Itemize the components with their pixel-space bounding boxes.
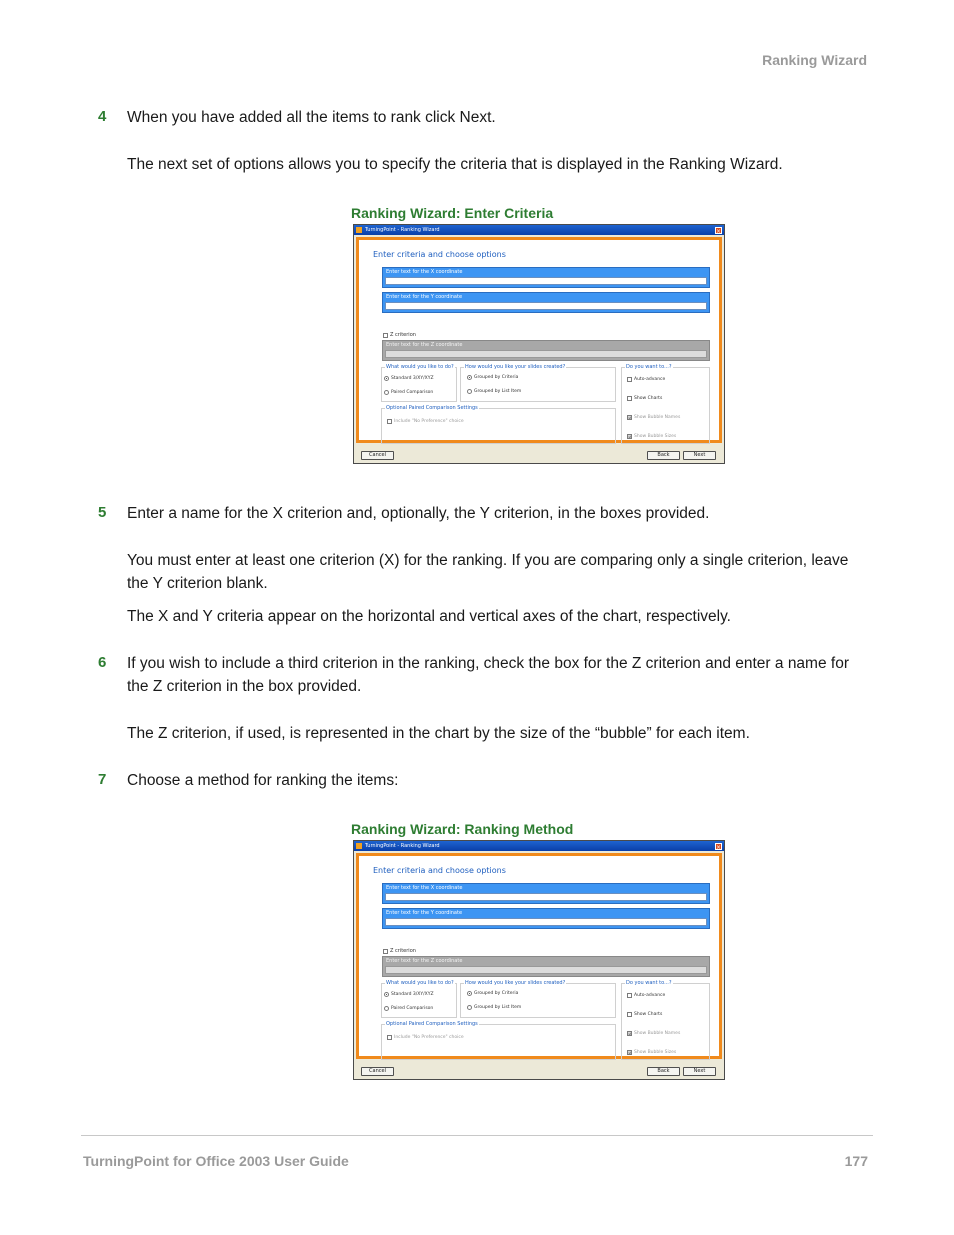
wizard-titlebar [354,225,724,235]
grouped-criteria-label: Grouped by Criteria [474,991,519,996]
no-preference-option[interactable] [387,419,464,424]
z-criterion-check-label: Z criterion [390,948,416,954]
options-group [621,364,710,444]
step-number: 7 [98,771,107,788]
cancel-button[interactable]: Cancel [361,1067,394,1076]
auto-advance-checkbox[interactable] [627,993,632,998]
z-criterion-block [382,956,710,977]
standard-option[interactable] [384,376,434,381]
what-to-do-group [381,364,457,402]
wizard-titlebar [354,841,724,851]
step-text: Enter a name for the X criterion and, optionally, the Y criterion, in the boxes provided. [127,505,710,522]
wizard-heading: Enter criteria and choose options [373,250,506,259]
show-charts-label: Show Charts [634,396,663,401]
next-button[interactable]: Next [683,1067,716,1076]
grouped-list-label: Grouped by List Item [474,1005,522,1010]
bubble-names-checkbox[interactable] [627,415,632,420]
z-criterion-block [382,340,710,361]
step-text: The next set of options allows you to specify the criteria that is displayed in the Ranking Wizard. [127,156,783,173]
paired-label: Paired Comparison [391,1006,434,1011]
x-criterion-block [382,267,710,288]
bubble-sizes-label: Show Bubble Sizes [634,1050,677,1055]
z-criterion-check-label: Z criterion [390,332,416,338]
page-number: 177 [844,1153,868,1169]
step-number: 4 [98,108,107,125]
z-criterion-label: Enter text for the Z coordinate [386,342,463,348]
y-criterion-block [382,908,710,929]
y-criterion-input[interactable] [385,302,707,310]
grouped-list-radio[interactable] [467,389,472,394]
standard-label: Standard 3/XY/XYZ [391,992,434,997]
app-icon [356,843,362,849]
grouped-criteria-radio[interactable] [467,375,472,380]
grouped-criteria-option[interactable] [467,991,518,996]
z-criterion-input[interactable] [385,966,707,974]
wizard-content-frame [356,853,722,1059]
y-criterion-input[interactable] [385,918,707,926]
standard-radio[interactable] [384,376,389,381]
grouped-criteria-option[interactable] [467,375,518,380]
what-to-do-title: What would you like to do? [386,980,454,986]
no-preference-label: Include "No Preference" choice [394,1035,464,1040]
x-criterion-input[interactable] [385,277,707,285]
auto-advance-label: Auto-advance [634,377,666,382]
paired-radio[interactable] [384,1006,389,1011]
z-criterion-checkbox[interactable] [383,333,388,338]
show-charts-option[interactable] [627,396,662,401]
options-title: Do you want to...? [626,980,672,986]
no-preference-checkbox[interactable] [387,1035,392,1040]
step-number: 5 [98,504,107,521]
bubble-sizes-label: Show Bubble Sizes [634,434,677,439]
options-group [621,980,710,1060]
x-criterion-label: Enter text for the X coordinate [386,885,463,891]
grouped-list-label: Grouped by List Item [474,389,522,394]
back-button[interactable]: Back [647,1067,680,1076]
grouped-criteria-label: Grouped by Criteria [474,375,519,380]
cancel-button[interactable]: Cancel [361,451,394,460]
bubble-sizes-option[interactable] [627,1050,676,1055]
paired-settings-title: Optional Paired Comparison Settings [386,405,478,411]
y-criterion-label: Enter text for the Y coordinate [386,910,463,916]
paired-settings-group [381,405,616,444]
step-text: Choose a method for ranking the items: [127,772,399,789]
z-criterion-input[interactable] [385,350,707,358]
show-charts-checkbox[interactable] [627,396,632,401]
no-preference-option[interactable] [387,1035,464,1040]
auto-advance-option[interactable] [627,993,665,998]
bubble-sizes-checkbox[interactable] [627,434,632,439]
options-title: Do you want to...? [626,364,672,370]
show-charts-checkbox[interactable] [627,1012,632,1017]
wizard-content-frame [356,237,722,443]
wizard-heading: Enter criteria and choose options [373,866,506,875]
wizard-title: TurningPoint - Ranking Wizard [365,843,440,849]
z-criterion-label: Enter text for the Z coordinate [386,958,463,964]
step-text: The X and Y criteria appear on the horizontal and vertical axes of the chart, respectively. [127,608,731,625]
bubble-sizes-checkbox[interactable] [627,1050,632,1055]
show-charts-option[interactable] [627,1012,662,1017]
paired-settings-group [381,1021,616,1060]
standard-label: Standard 3/XY/XYZ [391,376,434,381]
bubble-names-option[interactable] [627,415,680,420]
auto-advance-label: Auto-advance [634,993,666,998]
paired-label: Paired Comparison [391,390,434,395]
step-text: When you have added all the items to rank click Next. [127,109,496,126]
app-icon [356,227,362,233]
slides-created-title: How would you like your slides created? [465,364,566,370]
y-criterion-block [382,292,710,313]
what-to-do-title: What would you like to do? [386,364,454,370]
auto-advance-option[interactable] [627,377,665,382]
next-button[interactable]: Next [683,451,716,460]
back-button[interactable]: Back [647,451,680,460]
footer-divider [81,1135,873,1136]
x-criterion-input[interactable] [385,893,707,901]
step-text: If you wish to include a third criterion in the ranking, check the box for the Z criterion and enter a name for the Z criterion in the box provided. [127,655,849,695]
what-to-do-group [381,980,457,1018]
bubble-names-checkbox[interactable] [627,1031,632,1036]
grouped-list-option[interactable] [467,389,521,394]
figure-caption: Ranking Wizard: Enter Criteria [351,205,554,221]
running-header: Ranking Wizard [762,52,867,68]
wizard-title: TurningPoint - Ranking Wizard [365,227,440,233]
step-text: You must enter at least one criterion (X) for the ranking. If you are comparing only a single criterion, leave the Y criterion blank. [127,552,849,592]
paired-option[interactable] [384,390,433,395]
bubble-sizes-option[interactable] [627,434,676,439]
step-text: The Z criterion, if used, is represented in the chart by the size of the “bubble” for each item. [127,725,750,742]
figure-caption: Ranking Wizard: Ranking Method [351,821,574,837]
slides-created-group [460,980,616,1018]
close-icon[interactable]: × [716,843,722,851]
z-criterion-checkbox-row[interactable] [383,948,416,954]
slides-created-title: How would you like your slides created? [465,980,566,986]
y-criterion-label: Enter text for the Y coordinate [386,294,463,300]
wizard-screenshot-enter-criteria [353,224,725,464]
grouped-list-radio[interactable] [467,1005,472,1010]
standard-option[interactable] [384,992,434,997]
paired-settings-title: Optional Paired Comparison Settings [386,1021,478,1027]
grouped-list-option[interactable] [467,1005,521,1010]
paired-radio[interactable] [384,390,389,395]
close-icon[interactable]: × [716,227,722,235]
no-preference-label: Include "No Preference" choice [394,419,464,424]
bubble-names-label: Show Bubble Names [634,415,681,420]
standard-radio[interactable] [384,992,389,997]
no-preference-checkbox[interactable] [387,419,392,424]
z-criterion-checkbox[interactable] [383,949,388,954]
bubble-names-option[interactable] [627,1031,680,1036]
slides-created-group [460,364,616,402]
show-charts-label: Show Charts [634,1012,663,1017]
auto-advance-checkbox[interactable] [627,377,632,382]
grouped-criteria-radio[interactable] [467,991,472,996]
paired-option[interactable] [384,1006,433,1011]
z-criterion-checkbox-row[interactable] [383,332,416,338]
step-number: 6 [98,654,107,671]
wizard-screenshot-ranking-method [353,840,725,1080]
x-criterion-block [382,883,710,904]
x-criterion-label: Enter text for the X coordinate [386,269,463,275]
bubble-names-label: Show Bubble Names [634,1031,681,1036]
footer-guide-title: TurningPoint for Office 2003 User Guide [83,1153,349,1169]
